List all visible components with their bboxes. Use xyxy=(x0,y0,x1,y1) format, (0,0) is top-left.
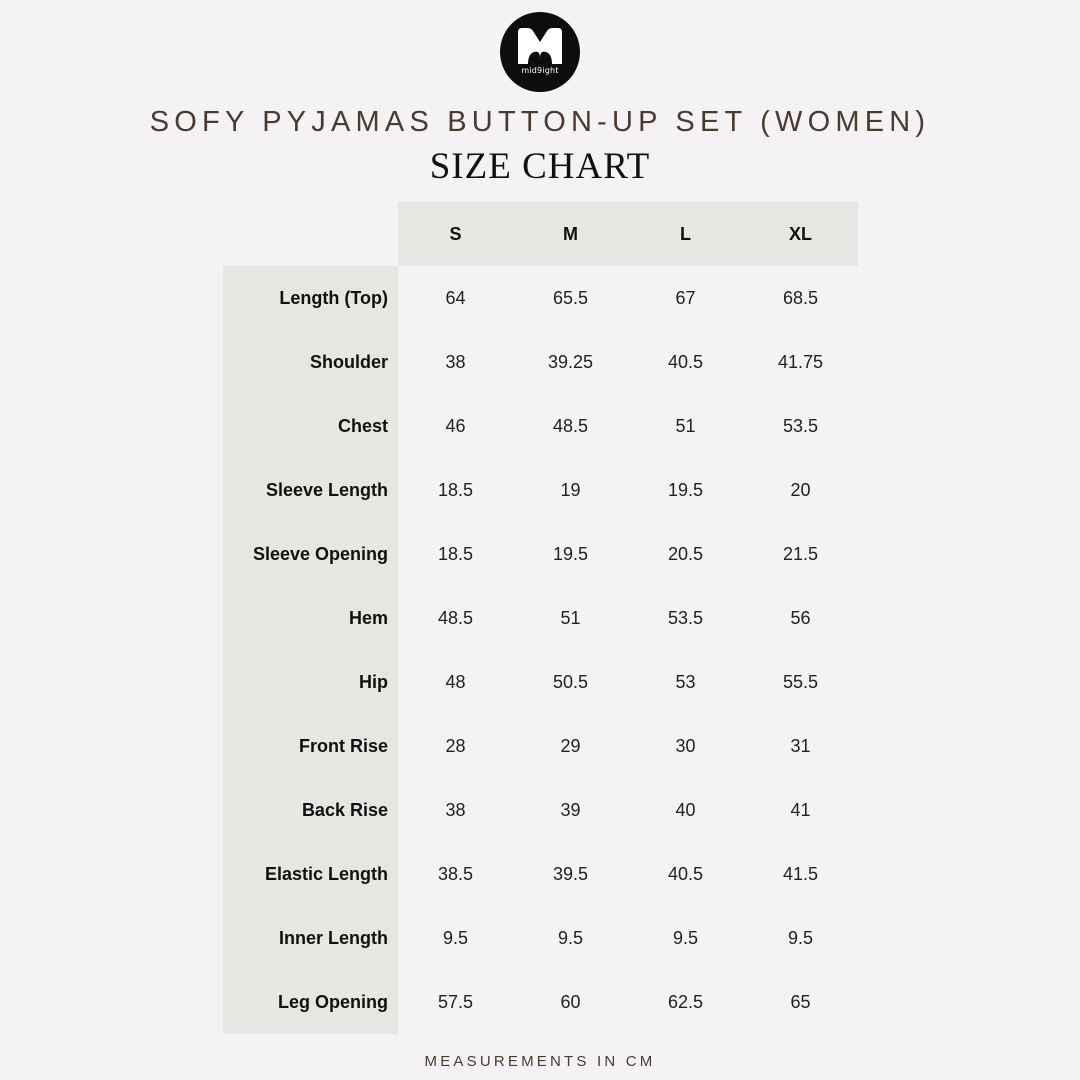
measurement-value: 50.5 xyxy=(552,672,589,692)
measurement-value: 20.5 xyxy=(667,544,704,564)
measurement-value: 67 xyxy=(675,288,696,308)
measurement-value: 31 xyxy=(790,736,811,756)
table-row xyxy=(223,458,858,522)
size-header-l: L xyxy=(680,224,691,244)
table-row xyxy=(223,394,858,458)
measurement-value: 55.5 xyxy=(782,672,819,692)
page-title: SIZE CHART xyxy=(429,146,651,187)
measurement-value: 41.75 xyxy=(777,352,824,372)
table-row xyxy=(223,906,858,970)
measurement-label: Sleeve Length xyxy=(265,480,388,500)
measurement-label: Inner Length xyxy=(279,928,388,948)
measurement-value: 39.25 xyxy=(547,352,594,372)
measurement-value: 68.5 xyxy=(782,288,819,308)
measurement-value: 39.5 xyxy=(552,864,589,884)
measurement-value: 29 xyxy=(560,736,581,756)
table-row xyxy=(223,778,858,842)
measurement-value: 65 xyxy=(790,992,811,1012)
measurement-label: Length (Top) xyxy=(279,288,388,308)
units-note: MEASUREMENTS IN CM xyxy=(424,1053,656,1070)
measurement-label: Hem xyxy=(348,608,388,628)
measurement-label: Elastic Length xyxy=(264,864,388,884)
measurement-value: 48.5 xyxy=(552,416,589,436)
measurement-value: 65.5 xyxy=(552,288,589,308)
measurement-value: 18.5 xyxy=(437,544,474,564)
measurement-value: 9.5 xyxy=(787,928,814,948)
measurement-value: 9.5 xyxy=(557,928,584,948)
measurement-value: 19 xyxy=(560,480,581,500)
measurement-value: 56 xyxy=(790,608,811,628)
measurement-value: 46 xyxy=(445,416,466,436)
measurement-value: 21.5 xyxy=(782,544,819,564)
measurement-value: 48.5 xyxy=(437,608,474,628)
measurement-value: 53 xyxy=(675,672,696,692)
table-row xyxy=(223,330,858,394)
measurement-value: 51 xyxy=(675,416,696,436)
measurement-value: 9.5 xyxy=(672,928,699,948)
measurement-label: Sleeve Opening xyxy=(252,544,388,564)
table-row xyxy=(223,714,858,778)
table-row xyxy=(223,970,858,1034)
measurement-label: Back Rise xyxy=(301,800,388,820)
measurement-value: 19.5 xyxy=(667,480,704,500)
size-header-xl: XL xyxy=(788,224,812,244)
table-row xyxy=(223,266,858,330)
measurement-value: 30 xyxy=(675,736,696,756)
measurement-value: 40.5 xyxy=(667,352,704,372)
measurement-value: 40.5 xyxy=(667,864,704,884)
measurement-value: 57.5 xyxy=(437,992,474,1012)
measurement-label: Shoulder xyxy=(309,352,388,372)
measurement-value: 64 xyxy=(445,288,466,308)
product-title: SOFY PYJAMAS BUTTON-UP SET (WOMEN) xyxy=(149,106,931,138)
measurement-value: 60 xyxy=(560,992,581,1012)
table-row xyxy=(223,650,858,714)
size-header-m: M xyxy=(563,224,578,244)
m-letter-icon xyxy=(500,12,580,92)
measurement-value: 41.5 xyxy=(782,864,819,884)
measurement-label: Leg Opening xyxy=(278,992,388,1012)
size-header-s: S xyxy=(449,224,462,244)
table-row xyxy=(223,586,858,650)
measurement-value: 51 xyxy=(560,608,581,628)
table-row xyxy=(223,842,858,906)
measurement-value: 38 xyxy=(445,800,466,820)
measurement-value: 20 xyxy=(790,480,811,500)
brand-logo xyxy=(500,12,580,92)
measurement-value: 62.5 xyxy=(667,992,704,1012)
measurement-label: Front Rise xyxy=(298,736,388,756)
measurement-value: 53.5 xyxy=(667,608,704,628)
measurement-value: 40 xyxy=(675,800,696,820)
measurement-value: 53.5 xyxy=(782,416,819,436)
measurement-value: 39 xyxy=(560,800,581,820)
measurement-value: 48 xyxy=(445,672,466,692)
measurement-label: Hip xyxy=(359,672,388,692)
measurement-value: 19.5 xyxy=(552,544,589,564)
measurement-label: Chest xyxy=(337,416,388,436)
measurement-value: 38 xyxy=(445,352,466,372)
logo-wordmark: mid9ight xyxy=(521,66,559,75)
measurement-value: 28 xyxy=(445,736,466,756)
table-row xyxy=(223,522,858,586)
measurement-value: 9.5 xyxy=(442,928,469,948)
measurement-value: 38.5 xyxy=(437,864,474,884)
measurement-value: 18.5 xyxy=(437,480,474,500)
measurement-value: 41 xyxy=(790,800,811,820)
